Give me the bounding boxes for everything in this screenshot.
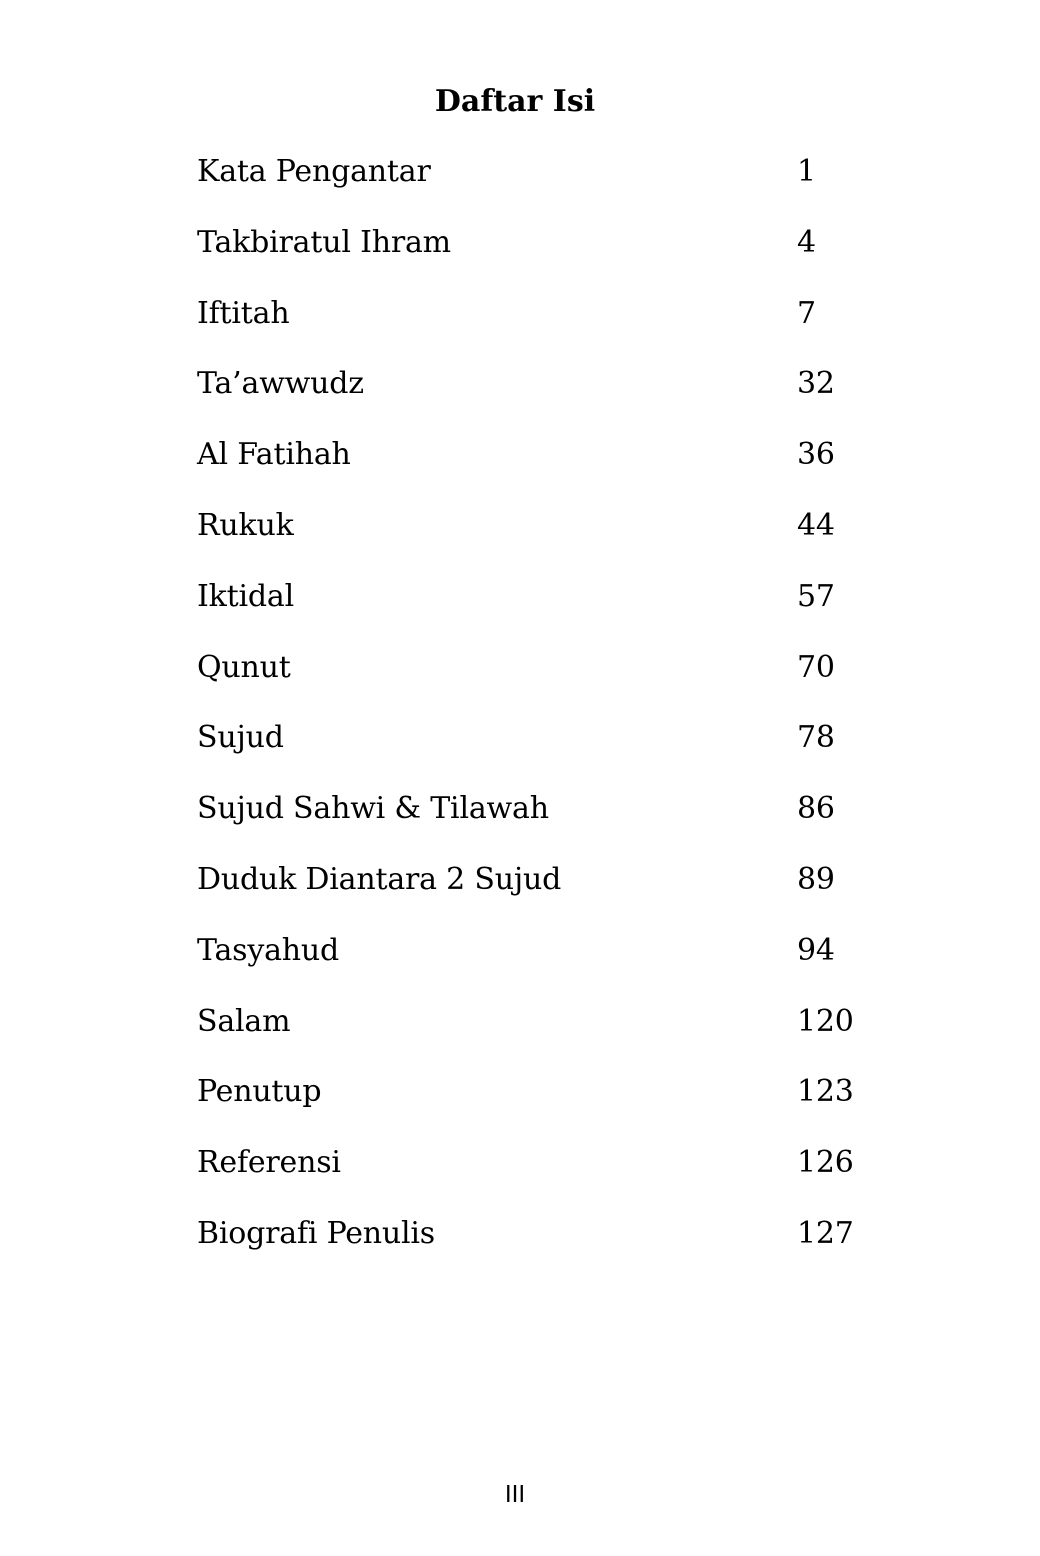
toc-entry-page: 32 xyxy=(797,366,835,402)
toc-entry-taawwudz xyxy=(197,362,897,433)
toc-entry-penutup xyxy=(197,1070,897,1141)
page-number: III xyxy=(504,1482,526,1508)
toc-entry-biografi-penulis xyxy=(197,1212,897,1283)
toc-entry-referensi xyxy=(197,1141,897,1212)
toc-entry-rukuk xyxy=(197,504,897,575)
toc-entry-takbiratul-ihram xyxy=(197,221,897,292)
toc-entry-qunut xyxy=(197,646,897,717)
toc-entry-label: Iftitah xyxy=(197,295,290,331)
toc-entry-label: Tasyahud xyxy=(197,932,340,968)
toc-entry-page: 7 xyxy=(797,295,816,331)
toc-entry-page: 86 xyxy=(797,791,835,827)
toc-entry-label: Kata Pengantar xyxy=(197,154,431,189)
toc-entry-label: Sujud xyxy=(197,720,284,756)
toc-entry-page: 94 xyxy=(797,932,835,968)
toc-entry-tasyahud xyxy=(197,929,897,1000)
toc-entry-page: 120 xyxy=(797,1003,854,1039)
toc-entry-iktidal xyxy=(197,575,897,646)
toc-entry-label: Rukuk xyxy=(197,507,294,543)
toc-entry-label: Biografi Penulis xyxy=(197,1215,435,1251)
table-of-contents xyxy=(197,150,897,1283)
toc-entry-label: Qunut xyxy=(197,649,291,685)
toc-entry-page: 44 xyxy=(797,507,835,543)
toc-entry-al-fatihah xyxy=(197,433,897,504)
toc-entry-page: 70 xyxy=(797,649,835,685)
toc-entry-label: Ta’awwudz xyxy=(197,366,364,402)
toc-entry-kata-pengantar xyxy=(197,150,897,221)
toc-entry-duduk-diantara-2-sujud xyxy=(197,858,897,929)
page-title: Daftar Isi xyxy=(434,84,596,119)
toc-entry-label: Al Fatihah xyxy=(197,437,351,473)
toc-entry-sujud-sahwi-tilawah xyxy=(197,787,897,858)
toc-entry-page: 123 xyxy=(797,1074,854,1110)
toc-entry-page: 4 xyxy=(797,224,816,260)
toc-entry-page: 36 xyxy=(797,437,835,473)
toc-entry-label: Referensi xyxy=(197,1145,341,1181)
toc-entry-page: 127 xyxy=(797,1215,854,1251)
toc-entry-label: Takbiratul Ihram xyxy=(197,224,451,260)
toc-entry-page: 1 xyxy=(797,154,816,189)
toc-entry-label: Sujud Sahwi & Tilawah xyxy=(197,791,549,827)
toc-entry-label: Duduk Diantara 2 Sujud xyxy=(197,861,562,897)
toc-entry-sujud xyxy=(197,716,897,787)
toc-entry-page: 126 xyxy=(797,1145,854,1181)
toc-entry-page: 57 xyxy=(797,578,835,614)
toc-entry-page: 78 xyxy=(797,720,835,756)
toc-entry-label: Penutup xyxy=(197,1074,322,1110)
toc-entry-page: 89 xyxy=(797,861,835,897)
toc-entry-label: Iktidal xyxy=(197,578,294,614)
toc-entry-salam xyxy=(197,1000,897,1071)
toc-entry-iftitah xyxy=(197,292,897,363)
toc-entry-label: Salam xyxy=(197,1003,291,1039)
